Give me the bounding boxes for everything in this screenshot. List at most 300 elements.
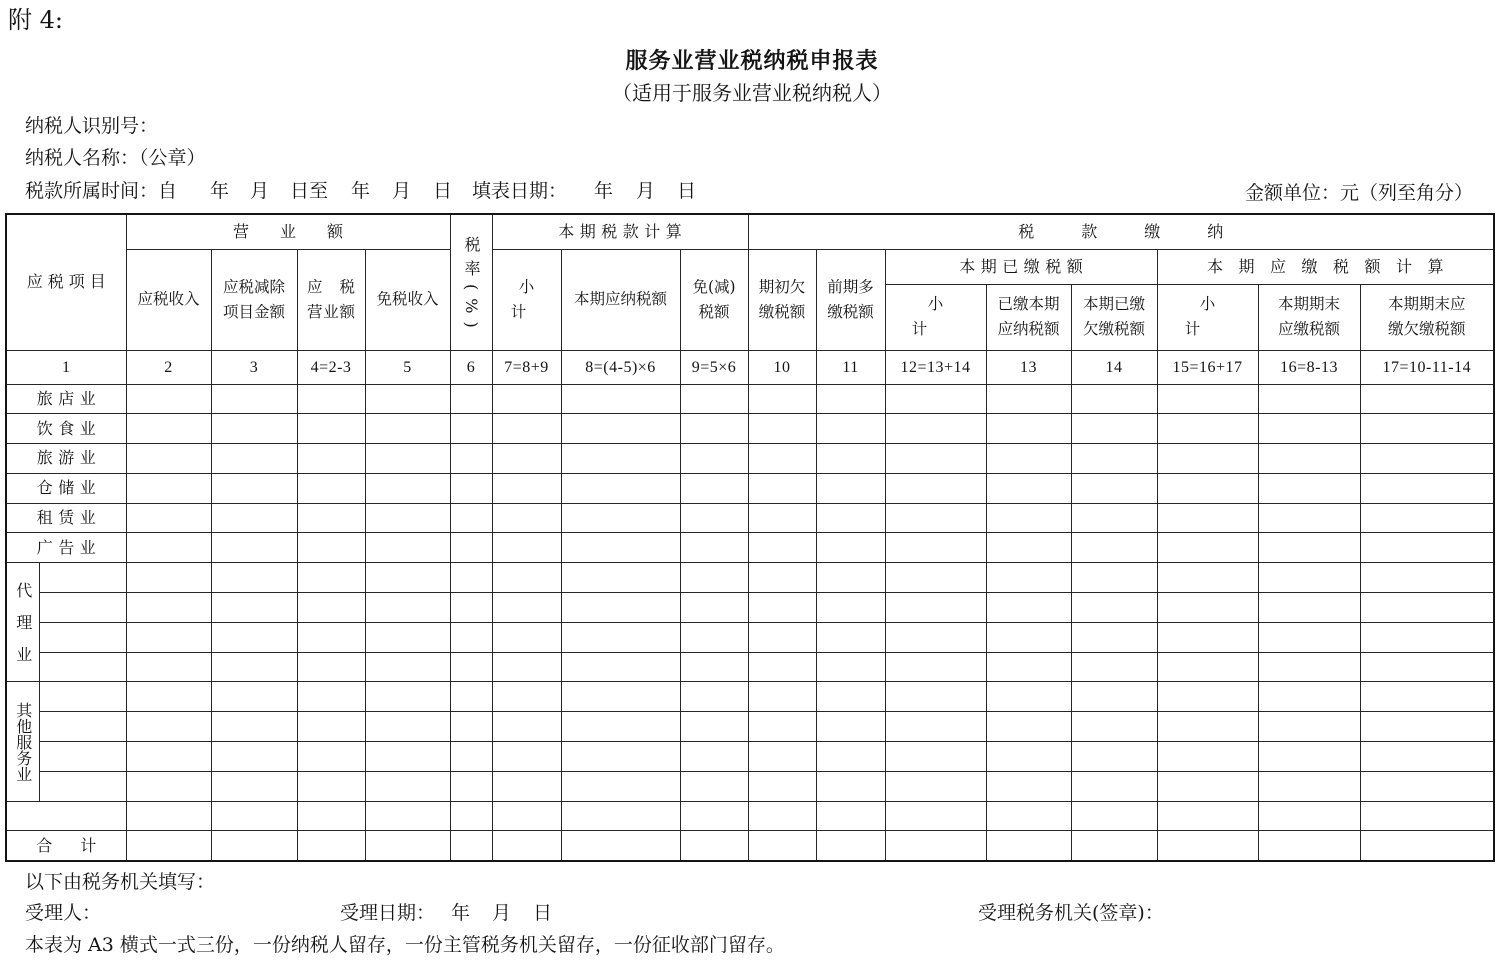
blank-cell-col-6 (450, 712, 492, 742)
blank-cell-col-11 (816, 652, 885, 682)
blank-cell-col-5 (365, 712, 450, 742)
period-end-year: 年 (351, 180, 371, 202)
blank-cell-col-8 (561, 503, 680, 533)
blank-cell-col-8 (561, 444, 680, 474)
blank-cell-col-6 (450, 473, 492, 503)
fill-date-label: 填表日期： (472, 180, 568, 202)
header-closing-due-arrears: 本期期末应 缴欠缴税额 (1360, 284, 1494, 350)
blank-cell-col-17 (1360, 473, 1494, 503)
blank-cell-col-15 (1157, 414, 1258, 444)
blank-cell-col-12 (885, 622, 986, 652)
column-number: 11 (816, 350, 885, 384)
header-paid-group-text: 本期已缴税额 (959, 256, 1089, 276)
period-start-day-to: 日至 (290, 180, 329, 202)
column-number: 7=8+9 (492, 350, 561, 384)
receipt-date-label: 受理日期： (340, 902, 436, 924)
blank-cell-col-15 (1157, 712, 1258, 742)
tax-period-label: 税款所属时间：自 (25, 180, 178, 202)
blank-item-cell (6, 801, 126, 831)
row-leasing (6, 503, 1494, 533)
table-body (6, 214, 1494, 861)
blank-cell-col-14 (1071, 742, 1157, 772)
blank-cell-col-5 (365, 652, 450, 682)
blank-cell-col-11 (816, 533, 885, 563)
blank-cell-col-12 (885, 503, 986, 533)
tax-return-table (5, 213, 1495, 862)
period-end-month: 月 (392, 180, 412, 202)
blank-cell-col-14 (1071, 622, 1157, 652)
blank-cell-col-16 (1258, 593, 1360, 623)
blank-cell-col-14 (1071, 712, 1157, 742)
blank-cell-col-9 (680, 742, 748, 772)
blank-cell-col-16 (1258, 712, 1360, 742)
blank-cell-col-9 (680, 563, 748, 593)
header-due-subtotal (1157, 284, 1258, 350)
blank-cell-col-4 (297, 414, 365, 444)
blank-cell-col-4 (297, 771, 365, 801)
row-other-services-3 (6, 742, 1494, 772)
blank-cell-col-10 (748, 652, 816, 682)
blank-cell-col-15 (1157, 742, 1258, 772)
blank-cell-col-13 (986, 712, 1071, 742)
blank-cell-col-8 (561, 831, 680, 861)
blank-cell-col-12 (885, 473, 986, 503)
blank-cell-col-6 (450, 593, 492, 623)
blank-cell-col-15 (1157, 652, 1258, 682)
blank-cell-col-7 (492, 414, 561, 444)
row-agency-4 (6, 652, 1494, 682)
blank-cell-col-4 (297, 622, 365, 652)
column-number: 10 (748, 350, 816, 384)
blank-cell-col-12 (885, 742, 986, 772)
row-total (6, 831, 1494, 861)
blank-cell-col-11 (816, 801, 885, 831)
blank-cell-col-4 (297, 712, 365, 742)
row-label: 旅店业 (36, 388, 102, 408)
blank-cell-col-5 (365, 533, 450, 563)
blank-cell-col-6 (450, 503, 492, 533)
fill-date-month: 月 (636, 180, 656, 202)
header-taxable-revenue (297, 249, 365, 350)
blank-subitem-cell (39, 652, 126, 682)
blank-cell-col-9 (680, 414, 748, 444)
blank-cell-col-6 (450, 742, 492, 772)
blank-cell-col-11 (816, 563, 885, 593)
receiver-label: 受理人： (25, 902, 102, 924)
blank-cell-col-14 (1071, 682, 1157, 712)
blank-cell-col-16 (1258, 652, 1360, 682)
blank-cell-col-14 (1071, 771, 1157, 801)
blank-cell-col-11 (816, 473, 885, 503)
column-number: 6 (450, 350, 492, 384)
period-start-year: 年 (210, 180, 230, 202)
blank-cell-col-7 (492, 503, 561, 533)
blank-cell-col-7 (492, 801, 561, 831)
blank-cell-col-8 (561, 593, 680, 623)
blank-cell-col-10 (748, 563, 816, 593)
receiving-authority-label: 受理税务机关(签章)： (978, 902, 1164, 924)
blank-cell-col-4 (297, 801, 365, 831)
blank-cell-col-9 (680, 801, 748, 831)
fill-date-day: 日 (677, 180, 697, 202)
blank-cell-col-7 (492, 771, 561, 801)
blank-cell-col-2 (126, 444, 211, 474)
blank-cell-col-2 (126, 712, 211, 742)
blank-cell-col-3 (211, 652, 297, 682)
blank-cell-col-9 (680, 771, 748, 801)
blank-cell-col-14 (1071, 801, 1157, 831)
blank-cell-col-6 (450, 384, 492, 414)
blank-cell-col-10 (748, 622, 816, 652)
blank-cell-col-7 (492, 593, 561, 623)
blank-cell-col-9 (680, 384, 748, 414)
blank-cell-col-6 (450, 563, 492, 593)
blank-cell-col-5 (365, 444, 450, 474)
blank-cell-col-3 (211, 712, 297, 742)
blank-cell-col-10 (748, 414, 816, 444)
blank-cell-col-4 (297, 831, 365, 861)
group-label-other-services: 其他服务业 (13, 701, 33, 782)
blank-cell-col-10 (748, 503, 816, 533)
blank-cell-col-12 (885, 444, 986, 474)
header-tax-rate-text: 税率(%) (462, 236, 482, 337)
form-subtitle: （适用于服务业营业税纳税人） (612, 81, 892, 105)
blank-cell-col-3 (211, 384, 297, 414)
row-label-cell (6, 473, 126, 503)
blank-cell-col-13 (986, 384, 1071, 414)
blank-cell-col-15 (1157, 771, 1258, 801)
header-payment-group-text: 税款缴纳 (1018, 221, 1271, 241)
blank-cell-col-16 (1258, 742, 1360, 772)
blank-cell-col-3 (211, 771, 297, 801)
period-start-month: 月 (250, 180, 270, 202)
blank-cell-col-15 (1157, 801, 1258, 831)
blank-cell-col-5 (365, 801, 450, 831)
taxpayer-name-label: 纳税人名称：（公章） (25, 147, 206, 169)
blank-cell-col-10 (748, 712, 816, 742)
blank-cell-col-17 (1360, 652, 1494, 682)
column-number: 13 (986, 350, 1071, 384)
blank-cell-col-10 (748, 533, 816, 563)
blank-cell-col-12 (885, 414, 986, 444)
blank-cell-col-10 (748, 831, 816, 861)
column-number: 8=(4-5)×6 (561, 350, 680, 384)
blank-cell-col-14 (1071, 444, 1157, 474)
header-paid-current-payable: 已缴本期 应纳税额 (986, 284, 1071, 350)
blank-subitem-cell (39, 771, 126, 801)
blank-cell-col-11 (816, 384, 885, 414)
blank-cell-col-13 (986, 473, 1071, 503)
blank-cell-col-10 (748, 682, 816, 712)
header-row-1 (6, 214, 1494, 249)
blank-cell-col-16 (1258, 831, 1360, 861)
blank-cell-col-9 (680, 503, 748, 533)
blank-cell-col-12 (885, 771, 986, 801)
column-number: 3 (211, 350, 297, 384)
blank-subitem-cell (39, 712, 126, 742)
blank-cell-col-13 (986, 414, 1071, 444)
blank-cell-col-17 (1360, 771, 1494, 801)
blank-cell-col-15 (1157, 593, 1258, 623)
blank-cell-col-5 (365, 771, 450, 801)
blank-cell-col-7 (492, 652, 561, 682)
row-agency-1 (6, 563, 1494, 593)
blank-cell-col-15 (1157, 503, 1258, 533)
blank-cell-col-3 (211, 831, 297, 861)
blank-cell-col-2 (126, 801, 211, 831)
header-revenue-group-text: 营业额 (233, 221, 375, 241)
blank-cell-col-6 (450, 831, 492, 861)
row-other-services-2 (6, 712, 1494, 742)
amount-unit-label: 金额单位：元（列至角分） (1245, 182, 1474, 204)
row-agency-3 (6, 622, 1494, 652)
column-number: 9=5×6 (680, 350, 748, 384)
header-closing-due: 本期期末 应缴税额 (1258, 284, 1360, 350)
blank-cell-col-2 (126, 533, 211, 563)
blank-cell-col-2 (126, 414, 211, 444)
header-calc-subtotal-text: 小计 (510, 277, 551, 321)
column-number: 17=10-11-14 (1360, 350, 1494, 384)
blank-cell-col-9 (680, 682, 748, 712)
blank-cell-col-11 (816, 444, 885, 474)
blank-cell-col-4 (297, 533, 365, 563)
blank-cell-col-12 (885, 682, 986, 712)
blank-cell-col-11 (816, 682, 885, 712)
blank-cell-col-7 (492, 533, 561, 563)
blank-cell-col-16 (1258, 533, 1360, 563)
blank-cell-col-2 (126, 652, 211, 682)
total-label: 合计 (36, 835, 125, 855)
blank-cell-col-16 (1258, 771, 1360, 801)
blank-cell-col-8 (561, 742, 680, 772)
blank-cell-col-17 (1360, 831, 1494, 861)
blank-cell-col-8 (561, 682, 680, 712)
blank-cell-col-4 (297, 652, 365, 682)
blank-cell-col-12 (885, 801, 986, 831)
row-label-cell (6, 414, 126, 444)
row-catering (6, 414, 1494, 444)
row-other-services-4 (6, 771, 1494, 801)
blank-cell-col-14 (1071, 533, 1157, 563)
blank-cell-col-16 (1258, 473, 1360, 503)
form-copies-note: 本表为 A3 横式一式三份，一份纳税人留存，一份主管税务机关留存，一份征收部门留存。 (25, 934, 785, 956)
blank-cell-col-15 (1157, 473, 1258, 503)
blank-cell-col-2 (126, 473, 211, 503)
header-due-group-text: 本期应缴税额计算 (1207, 256, 1460, 276)
column-number: 12=13+14 (885, 350, 986, 384)
blank-cell-col-13 (986, 682, 1071, 712)
blank-cell-col-13 (986, 831, 1071, 861)
tax-authority-section-label: 以下由税务机关填写： (25, 871, 216, 893)
row-blank (6, 801, 1494, 831)
blank-cell-col-11 (816, 742, 885, 772)
blank-subitem-cell (39, 563, 126, 593)
header-paid-subtotal-text: 小计 (911, 295, 976, 338)
blank-cell-col-12 (885, 533, 986, 563)
blank-cell-col-3 (211, 682, 297, 712)
blank-cell-col-14 (1071, 593, 1157, 623)
blank-cell-col-12 (885, 831, 986, 861)
total-label-cell (6, 831, 126, 861)
blank-cell-col-7 (492, 712, 561, 742)
blank-cell-col-4 (297, 563, 365, 593)
blank-cell-col-16 (1258, 503, 1360, 533)
blank-cell-col-13 (986, 652, 1071, 682)
blank-cell-col-9 (680, 473, 748, 503)
blank-cell-col-6 (450, 444, 492, 474)
blank-cell-col-3 (211, 444, 297, 474)
blank-cell-col-7 (492, 384, 561, 414)
column-number: 5 (365, 350, 450, 384)
blank-cell-col-13 (986, 622, 1071, 652)
blank-subitem-cell (39, 622, 126, 652)
header-payment-group (748, 214, 1494, 249)
row-advertising (6, 533, 1494, 563)
header-current-tax-payable: 本期应纳税额 (561, 249, 680, 350)
blank-cell-col-15 (1157, 444, 1258, 474)
fill-date-year: 年 (594, 180, 614, 202)
blank-cell-col-17 (1360, 682, 1494, 712)
column-number-row (6, 350, 1494, 384)
blank-cell-col-5 (365, 414, 450, 444)
blank-cell-col-16 (1258, 444, 1360, 474)
blank-cell-col-13 (986, 503, 1071, 533)
column-number: 16=8-13 (1258, 350, 1360, 384)
receipt-date-year: 年 (451, 902, 471, 924)
blank-cell-col-5 (365, 831, 450, 861)
header-taxable-income: 应税收入 (126, 249, 211, 350)
row-label: 广告业 (36, 537, 102, 557)
blank-cell-col-9 (680, 593, 748, 623)
blank-cell-col-6 (450, 801, 492, 831)
blank-cell-col-11 (816, 622, 885, 652)
blank-cell-col-10 (748, 384, 816, 414)
blank-cell-col-15 (1157, 622, 1258, 652)
blank-cell-col-17 (1360, 712, 1494, 742)
blank-cell-col-16 (1258, 384, 1360, 414)
blank-cell-col-15 (1157, 563, 1258, 593)
row-other-services-1 (6, 682, 1494, 712)
blank-cell-col-9 (680, 831, 748, 861)
blank-cell-col-9 (680, 712, 748, 742)
header-prior-overpaid: 前期多 缴税额 (816, 249, 885, 350)
header-paid-group (885, 249, 1157, 284)
blank-cell-col-8 (561, 801, 680, 831)
blank-cell-col-3 (211, 622, 297, 652)
blank-cell-col-3 (211, 593, 297, 623)
header-taxable-revenue-text: 应税 营业额 (307, 277, 356, 321)
row-label: 仓储业 (36, 478, 102, 498)
blank-cell-col-6 (450, 414, 492, 444)
blank-cell-col-5 (365, 622, 450, 652)
header-paid-subtotal (885, 284, 986, 350)
blank-subitem-cell (39, 593, 126, 623)
header-current-calc-group-text: 本期税款计算 (558, 221, 688, 241)
row-label-cell (6, 444, 126, 474)
blank-cell-col-12 (885, 652, 986, 682)
blank-cell-col-4 (297, 742, 365, 772)
column-number: 4=2-3 (297, 350, 365, 384)
blank-cell-col-7 (492, 473, 561, 503)
blank-cell-col-6 (450, 682, 492, 712)
blank-cell-col-17 (1360, 593, 1494, 623)
blank-cell-col-14 (1071, 414, 1157, 444)
blank-cell-col-13 (986, 742, 1071, 772)
blank-cell-col-9 (680, 444, 748, 474)
blank-cell-col-5 (365, 682, 450, 712)
blank-cell-col-4 (297, 473, 365, 503)
blank-cell-col-8 (561, 533, 680, 563)
blank-cell-col-6 (450, 771, 492, 801)
blank-cell-col-3 (211, 503, 297, 533)
blank-cell-col-13 (986, 444, 1071, 474)
blank-cell-col-11 (816, 831, 885, 861)
blank-cell-col-11 (816, 712, 885, 742)
blank-cell-col-5 (365, 593, 450, 623)
blank-cell-col-8 (561, 652, 680, 682)
row-label: 饮食业 (36, 418, 102, 438)
blank-cell-col-8 (561, 712, 680, 742)
blank-cell-col-3 (211, 742, 297, 772)
blank-cell-col-11 (816, 414, 885, 444)
blank-cell-col-14 (1071, 473, 1157, 503)
blank-cell-col-8 (561, 563, 680, 593)
blank-cell-col-2 (126, 742, 211, 772)
blank-cell-col-10 (748, 444, 816, 474)
column-number: 14 (1071, 350, 1157, 384)
blank-cell-col-15 (1157, 682, 1258, 712)
blank-cell-col-4 (297, 682, 365, 712)
blank-cell-col-10 (748, 771, 816, 801)
blank-cell-col-17 (1360, 801, 1494, 831)
blank-subitem-cell (39, 682, 126, 712)
header-tax-free-income: 免税收入 (365, 249, 450, 350)
blank-cell-col-13 (986, 593, 1071, 623)
blank-cell-col-7 (492, 563, 561, 593)
blank-cell-col-8 (561, 622, 680, 652)
blank-cell-col-13 (986, 533, 1071, 563)
blank-cell-col-9 (680, 652, 748, 682)
blank-cell-col-17 (1360, 414, 1494, 444)
blank-cell-col-16 (1258, 622, 1360, 652)
blank-cell-col-13 (986, 801, 1071, 831)
blank-cell-col-3 (211, 473, 297, 503)
row-label-cell (6, 503, 126, 533)
blank-subitem-cell (39, 742, 126, 772)
row-label-cell (6, 384, 126, 414)
blank-cell-col-9 (680, 533, 748, 563)
blank-cell-col-15 (1157, 384, 1258, 414)
blank-cell-col-7 (492, 831, 561, 861)
column-number: 1 (6, 350, 126, 384)
blank-cell-col-14 (1071, 503, 1157, 533)
blank-cell-col-6 (450, 533, 492, 563)
blank-cell-col-3 (211, 414, 297, 444)
blank-cell-col-8 (561, 473, 680, 503)
blank-cell-col-5 (365, 563, 450, 593)
blank-cell-col-2 (126, 384, 211, 414)
receipt-date-month: 月 (492, 902, 512, 924)
blank-cell-col-14 (1071, 563, 1157, 593)
blank-cell-col-13 (986, 563, 1071, 593)
column-number: 2 (126, 350, 211, 384)
blank-cell-col-11 (816, 771, 885, 801)
blank-cell-col-7 (492, 444, 561, 474)
blank-cell-col-7 (492, 682, 561, 712)
blank-cell-col-10 (748, 473, 816, 503)
blank-cell-col-2 (126, 682, 211, 712)
blank-cell-col-2 (126, 563, 211, 593)
